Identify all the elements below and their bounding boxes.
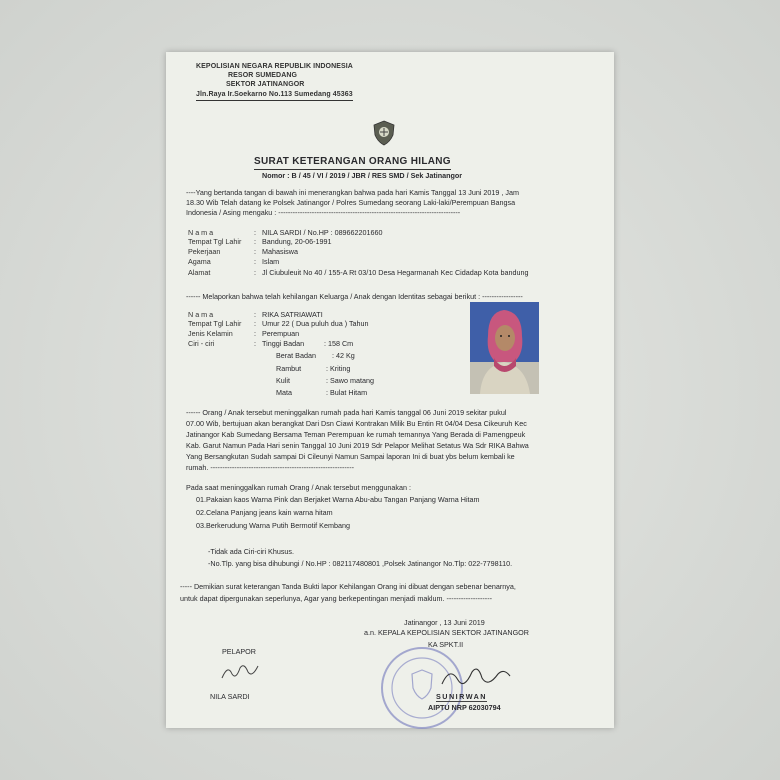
- missing-gender-label: Jenis Kelamin: [188, 329, 233, 338]
- story-line-4: Kab. Garut Namun Pada Hari senin Tanggal 10 Juni 2019 Sdr Pelapor Melihat Setatus Wa Sdr RIKA Bahwa: [186, 441, 529, 450]
- document-page: KEPOLISIAN NEGARA REPUBLIK INDONESIA RESOR SUMEDANG SEKTOR JATINANGOR Jln.Raya Ir.Soekarno No.113 Sumedang 45363 SURAT KETERANGAN ORANG HILANG Nomor : B / 45 / VI / 2019 / JBR / RES SMD / Sek Jatinangor ----Yang bertanda tangan di bawah ini menerangkan bahwa pada hari Kamis Tanggal 13 Juni 2019 , Jam 18.30 Wib Telah datang ke Polsek Jatinangor / Polres Sumedang seorang Laki-laki/Perempuan Bangsa Indonesia / Asing mengaku : ---------------------------------------------------------------------------- N a m a : NILA SARDI / No.HP : 089662201660 Tempat Tgl Lahir : Bandung, 20-06-1991 Pekerjaan : Mahasiswa Agama : Islam Alamat : Jl Ciubuleuit No 40 / 155-A Rt 03/10 Desa Hegarmanah Kec Cidadap Kota bandung ------ Melaporkan bahwa telah kehilangan Keluarga / Anak dengan Identitas sebagai berikut : ----------------- N a m a : RIKA SATRIAWATI Tempat Tgl Lahir : Umur 22 ( Dua puluh dua ) Tahun Jenis Kelamin : Perempuan Ciri - ciri : Tinggi Badan : 158 Cm Berat Badan : 42 Kg Rambut : Kriting Kulit : Sawo matang Mata : Bulat Hitam ------ Orang / Anak tersebut meninggalkan rumah pada hari Kamis tanggal 06 Juni 2019 sekitar pukul 07.00 Wib, bertujuan akan berangkat Dari Dsn Ciawi Kontrakan Milik Bu Entin Rt 04/04 Desa Cikeuruh Kec Jatinangor Kab Sumedang Bersama Teman Perempuan ke rumah temannya Yang Berada di Pamengpeuk Kab. Garut Namun Pada Hari senin Tanggal 10 Juni 2019 Sdr Pelapor Melihat Setatus Wa Sdr RIKA Bahwa Yang Bersangkutan Sudah sampai Di Cileunyi Namun Sampai laporan Ini di buat ybs belum kembali ke rumah. ------------------------------------------------------------ Pada saat meninggalkan rumah Orang / Anak tersebut menggunakan : 01.Pakaian kaos Warna Pink dan Berjaket Warna Abu-abu Tangan Panjang Warna Hitam 02.Celana Panjang jeans kain warna hitam 03.Berkerudung Warna Putih Bermotif Kembang -Tidak ada Ciri-ciri Khusus. -No.Tlp. yang bisa dihubungi / No.HP : 082117480801 ,Polsek Jatinangor No.Tlp: 022-7798110. ----- Demikian surat keterangan Tanda Bukti lapor Kehilangan Orang ini dibuat dengan sebenar benarnya, untuk dapat dipergunakan seperlunya, Agar yang berkepentingan menjadi maklum. ------------------- Jatinangor , 13 Juni 2019 a.n. KEPALA KEPOLISIAN SEKTOR JATINANGOR KA SPKT.II PELAPOR NILA SARDI SUNIRWAN AIPTU NRP 62030794: [166, 52, 614, 728]
- clothes-item-2: 02.Celana Panjang jeans kain warna hitam: [196, 508, 333, 517]
- reporter-job-label: Pekerjaan: [188, 247, 221, 256]
- weight-value: : 42 Kg: [332, 351, 355, 360]
- reporter-signature: [218, 660, 262, 682]
- hair-value: : Kriting: [326, 364, 351, 373]
- reporter-address-label: Alamat: [188, 268, 211, 277]
- report-intro: ------ Melaporkan bahwa telah kehilangan Keluarga / Anak dengan Identitas sebagai berikut : -----------------: [186, 292, 523, 301]
- reporter-religion-value: Islam: [262, 257, 280, 266]
- hair-label: Rambut: [276, 364, 302, 373]
- header-line-2: RESOR SUMEDANG: [228, 72, 298, 79]
- closing-line-2: untuk dapat dipergunakan seperlunya, Agar yang berkepentingan menjadi maklum. -------------------: [180, 594, 492, 603]
- officer-name: SUNIRWAN: [436, 692, 488, 701]
- place-date: Jatinangor , 13 Juni 2019: [404, 618, 485, 627]
- reporter-name-label: N a m a: [188, 228, 214, 237]
- missing-name-value: RIKA SATRIAWATI: [262, 310, 323, 319]
- reporter-address-value: Jl Ciubuleuit No 40 / 155-A Rt 03/10 Desa Hegarmanah Kec Cidadap Kota bandung: [262, 268, 529, 277]
- story-line-6: rumah. ------------------------------------------------------------: [186, 463, 354, 472]
- intro-line-2: 18.30 Wib Telah datang ke Polsek Jatinangor / Polres Sumedang seorang Laki-laki/Perempuan Bangsa: [186, 198, 516, 207]
- height-value: : 158 Cm: [324, 339, 354, 348]
- header-line-1: KEPOLISIAN NEGARA REPUBLIK INDONESIA: [196, 63, 353, 70]
- note-2: -No.Tlp. yang bisa dihubungi / No.HP : 082117480801 ,Polsek Jatinangor No.Tlp: 022-7798110.: [208, 559, 513, 568]
- header-line-3: SEKTOR JATINANGOR: [226, 81, 305, 88]
- clothes-item-1: 01.Pakaian kaos Warna Pink dan Berjaket Warna Abu-abu Tangan Panjang Warna Hitam: [196, 495, 480, 504]
- document-number: Nomor : B / 45 / VI / 2019 / JBR / RES SMD / Sek Jatinangor: [262, 171, 463, 180]
- missing-gender-value: Perempuan: [262, 329, 300, 338]
- clothes-item-3: 03.Berkerudung Warna Putih Bermotif Kembang: [196, 521, 350, 530]
- missing-ttl-value: Umur 22 ( Dua puluh dua ) Tahun: [262, 319, 369, 328]
- missing-ttl-label: Tempat Tgl Lahir: [188, 319, 242, 328]
- clothes-intro: Pada saat meninggalkan rumah Orang / Anak tersebut menggunakan :: [186, 483, 411, 492]
- document-title: SURAT KETERANGAN ORANG HILANG: [254, 156, 451, 170]
- story-line-2: 07.00 Wib, bertujuan akan berangkat Dari Dsn Ciawi Kontrakan Milik Bu Entin Rt 04/04 Desa Cikeuruh Kec: [186, 419, 527, 428]
- reporter-name-value: NILA SARDI / No.HP : 089662201660: [262, 228, 383, 237]
- officer-signature: [436, 662, 516, 692]
- skin-label: Kulit: [276, 376, 290, 385]
- officer-rank: AIPTU NRP 62030794: [428, 703, 501, 712]
- missing-name-label: N a m a: [188, 310, 214, 319]
- header-address: Jln.Raya Ir.Soekarno No.113 Sumedang 45363: [196, 91, 353, 101]
- on-behalf-of: a.n. KEPALA KEPOLISIAN SEKTOR JATINANGOR: [364, 628, 529, 637]
- reporter-ttl-value: Bandung, 20-06-1991: [262, 237, 332, 246]
- missing-person-photo: [470, 302, 539, 394]
- eyes-value: : Bulat Hitam: [326, 388, 368, 397]
- reporter-ttl-label: Tempat Tgl Lahir: [188, 237, 242, 246]
- story-line-1: ------ Orang / Anak tersebut meninggalkan rumah pada hari Kamis tanggal 06 Juni 2019 sekitar pukul: [186, 408, 507, 417]
- reporter-signed-name: NILA SARDI: [210, 692, 250, 701]
- story-line-5: Yang Bersangkutan Sudah sampai Di Cileunyi Namun Sampai laporan Ini di buat ybs belum kembali ke: [186, 452, 515, 461]
- skin-value: : Sawo matang: [326, 376, 374, 385]
- ka-spkt: KA SPKT.II: [428, 640, 464, 649]
- weight-label: Berat Badan: [276, 351, 316, 360]
- note-1: -Tidak ada Ciri-ciri Khusus.: [208, 547, 295, 556]
- police-emblem-icon: [372, 120, 396, 146]
- reporter-label: PELAPOR: [222, 647, 256, 656]
- missing-traits-label: Ciri - ciri: [188, 339, 215, 348]
- closing-line-1: ----- Demikian surat keterangan Tanda Bukti lapor Kehilangan Orang ini dibuat dengan sebenar benarnya,: [180, 582, 516, 591]
- eyes-label: Mata: [276, 388, 292, 397]
- height-label: Tinggi Badan: [262, 339, 305, 348]
- reporter-job-value: Mahasiswa: [262, 247, 298, 256]
- reporter-religion-label: Agama: [188, 257, 211, 266]
- story-line-3: Jatinangor Kab Sumedang Bersama Teman Perempuan ke rumah temannya Yang Berada di Pamengpeuk: [186, 430, 526, 439]
- intro-line-3: Indonesia / Asing mengaku : ----------------------------------------------------------------------------: [186, 208, 461, 217]
- intro-line-1: ----Yang bertanda tangan di bawah ini menerangkan bahwa pada hari Kamis Tanggal 13 Juni 2019 , Jam: [186, 188, 519, 197]
